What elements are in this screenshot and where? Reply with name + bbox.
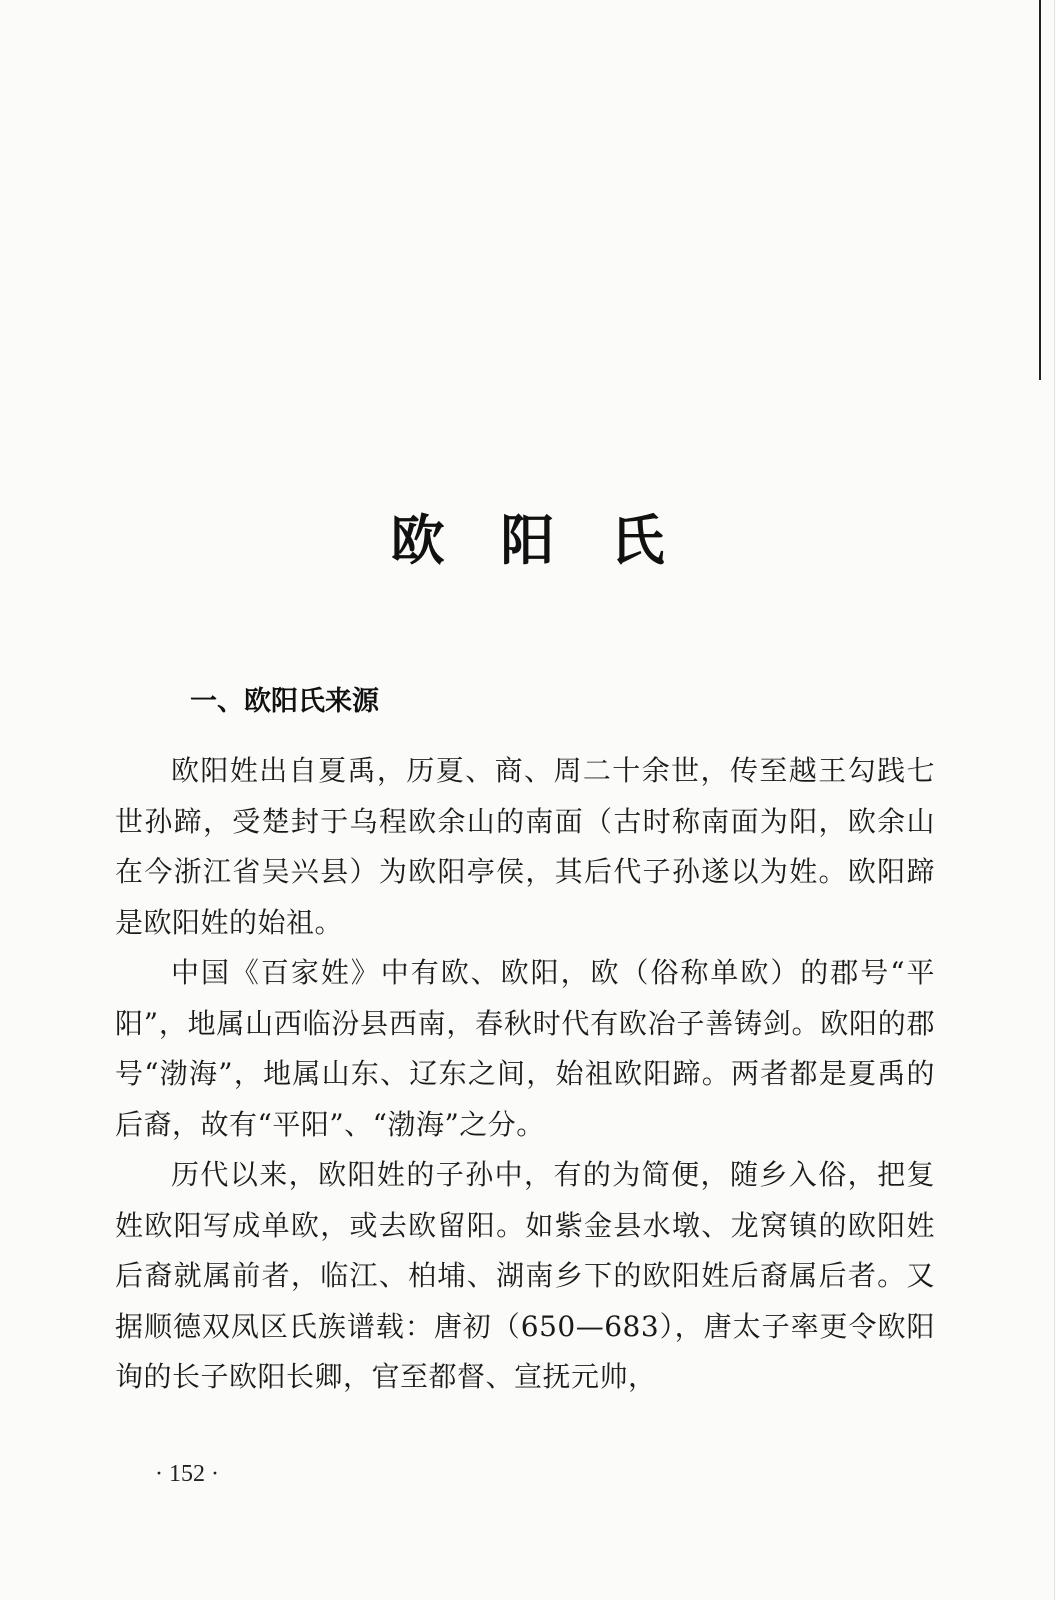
- paragraph-origin: 欧阳姓出自夏禹，历夏、商、周二十余世，传至越王勾践七世孙蹄，受楚封于乌程欧余山的南面（古时称南面为阳，欧余山在今浙江省吴兴县）为欧阳亭侯，其后代子孙遂以为姓。欧阳蹄是欧阳姓的始祖。: [115, 754, 935, 939]
- body-text: [115, 746, 935, 1403]
- section-heading: 一、欧阳氏来源: [190, 686, 379, 717]
- page-number: · 152 ·: [155, 1461, 219, 1487]
- page-edge-shadow: [1039, 0, 1041, 380]
- paragraph-commandery: 中国《百家姓》中有欧、欧阳，欧（俗称单欧）的郡号“平阳”，地属山西临汾县西南，春秋时代有欧冶子善铸剑。欧阳的郡号“渤海”，地属山东、辽东之间，始祖欧阳蹄。两者都是夏禹的后裔，故有“平阳”、“渤海”之分。: [115, 956, 935, 1141]
- paragraph-surname-change: 历代以来，欧阳姓的子孙中，有的为简便，随乡入俗，把复姓欧阳写成单欧，或去欧留阳。如紫金县水墩、龙窝镇的欧阳姓后裔就属前者，临江、柏埔、湖南乡下的欧阳姓后裔属后者。又据顺德双凤区氏族谱载：唐初（650—683），唐太子率更令欧阳询的长子欧阳长卿，官至都督、宣抚元帅，: [115, 1158, 935, 1393]
- chapter-title: 欧阳氏: [390, 508, 721, 572]
